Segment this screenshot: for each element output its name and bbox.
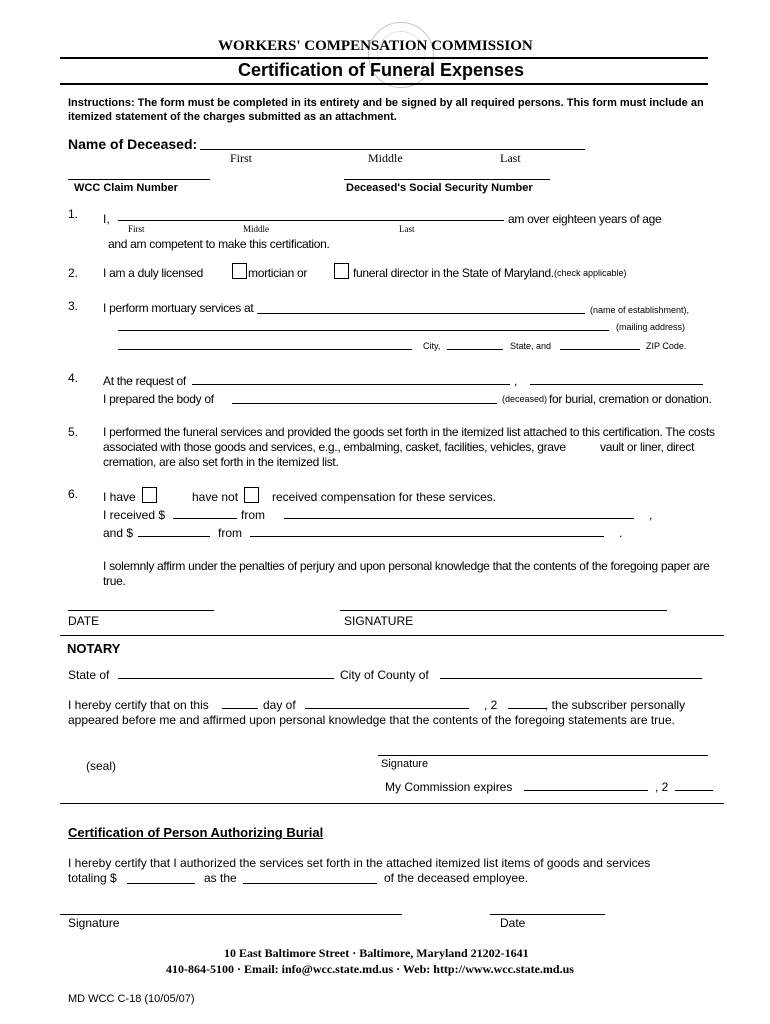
item-3-number: 3. — [68, 299, 79, 313]
notary-year-field[interactable] — [508, 708, 546, 709]
header-rule-top — [60, 57, 708, 59]
deceased-body-field[interactable] — [232, 403, 497, 404]
authorizer-date-field[interactable] — [490, 914, 605, 915]
notary-signature-label: Signature — [381, 758, 429, 770]
received-from-label: from — [241, 508, 265, 522]
deceased-ssn-label: Deceased's Social Security Number — [346, 182, 533, 194]
form-id: MD WCC C-18 (10/05/07) — [68, 993, 195, 1005]
notary-day-field[interactable] — [222, 708, 258, 709]
second-from-label: from — [218, 526, 242, 540]
burial-purpose-text: for burial, cremation or donation. — [549, 392, 712, 406]
item-5-line-3: cremation, are also set forth in the itemized list. — [103, 455, 339, 469]
received-compensation-label: received compensation for these services. — [272, 490, 497, 504]
certifier-middle-caption: Middle — [243, 224, 269, 234]
second-amount-field[interactable] — [138, 536, 210, 537]
second-from-field[interactable] — [250, 536, 604, 537]
mailing-address-field[interactable] — [118, 330, 609, 331]
day-of-label: day of — [263, 698, 296, 712]
affirmation-line-1: I solemnly affirm under the penalties of perjury and upon personal knowledge that the contents of the foregoing paper are — [103, 559, 710, 573]
duly-licensed-label: I am a duly licensed — [103, 266, 204, 280]
instructions-text: Instructions: The form must be completed in its entirety and be signed by all required persons. This form must include an itemized statement of the charges submitted as an attachment. — [68, 97, 704, 123]
deceased-ssn-field[interactable] — [344, 179, 550, 180]
mailing-address-caption: (mailing address) — [616, 322, 686, 332]
requester-relation-field[interactable] — [530, 384, 703, 385]
notary-city-county-field[interactable] — [440, 678, 702, 679]
mortuary-services-label: I perform mortuary services at — [103, 301, 254, 315]
zip-code-field[interactable] — [560, 349, 640, 350]
item-5-number: 5. — [68, 425, 79, 439]
city-caption: City, — [423, 341, 441, 351]
certifier-name-field[interactable] — [118, 220, 504, 221]
form-title: Certification of Funeral Expenses — [238, 60, 525, 80]
received-from-field[interactable] — [284, 518, 634, 519]
notary-rule-top — [60, 635, 724, 636]
notary-state-field[interactable] — [118, 678, 334, 679]
requester-name-field[interactable] — [192, 384, 510, 385]
item-6-number: 6. — [68, 487, 79, 501]
deceased-name-field[interactable] — [200, 149, 585, 150]
date-label: DATE — [68, 614, 100, 628]
state-of-label: State of — [68, 668, 110, 682]
state-caption: State, and — [510, 341, 552, 351]
item-5-line-1: I performed the funeral services and provided the goods set forth in the itemized list attached to this certification. The costs — [103, 425, 715, 439]
establishment-name-field[interactable] — [257, 313, 585, 314]
footer-contact: 410-864-5100 · Email: info@wcc.state.md.us · Web: http://www.wcc.state.md.us — [166, 962, 574, 976]
received-amount-field[interactable] — [173, 518, 237, 519]
establishment-caption: (name of establishment), — [590, 305, 690, 315]
certifier-last-caption: Last — [399, 224, 415, 234]
notary-heading: NOTARY — [67, 641, 121, 656]
affirmation-line-2: true. — [103, 574, 126, 588]
commission-expiry-field[interactable] — [524, 790, 648, 791]
funeral-director-checkbox[interactable] — [334, 263, 349, 279]
wcc-claim-number-field[interactable] — [68, 179, 210, 180]
prepared-body-label: I prepared the body of — [103, 392, 214, 406]
deceased-middle-caption: Middle — [368, 151, 403, 165]
commission-year-prefix: , 2 — [655, 780, 669, 794]
age-statement: am over eighteen years of age — [508, 212, 662, 226]
signature-label: SIGNATURE — [344, 614, 414, 628]
as-the-label: as the — [204, 871, 237, 885]
total-amount-field[interactable] — [127, 883, 195, 884]
mortician-checkbox[interactable] — [232, 263, 247, 279]
notary-signature-field[interactable] — [378, 755, 708, 756]
item-1-number: 1. — [68, 207, 79, 221]
wcc-claim-number-label: WCC Claim Number — [74, 182, 178, 194]
appeared-statement: appeared before me and affirmed upon personal knowledge that the contents of the foregoing statements are true. — [68, 713, 675, 727]
certifier-first-caption: First — [128, 224, 145, 234]
competent-statement: and am competent to make this certification. — [108, 237, 330, 251]
item-2-number: 2. — [68, 266, 79, 280]
authorizer-signature-label: Signature — [68, 916, 120, 930]
have-not-label: have not — [192, 490, 239, 504]
item-1-i-label: I, — [103, 212, 110, 226]
of-deceased-label: of the deceased employee. — [384, 871, 529, 885]
commission-year-field[interactable] — [675, 790, 713, 791]
have-checkbox[interactable] — [142, 487, 157, 503]
relationship-field[interactable] — [243, 883, 377, 884]
second-from-period: . — [619, 526, 623, 540]
item-5-line-2a: associated with those goods and services, e.g., embalming, casket, facilities, vehicles, grave — [103, 440, 566, 454]
item-5-line-2b: vault or liner, direct — [600, 440, 695, 454]
seal-label: (seal) — [86, 759, 117, 773]
deceased-caption: (deceased) — [502, 394, 548, 404]
city-field[interactable] — [118, 349, 412, 350]
funeral-director-label: funeral director in the State of Maryland. — [353, 266, 554, 280]
notary-rule-bottom — [60, 803, 724, 804]
item-4-number: 4. — [68, 371, 79, 385]
authorizer-signature-field[interactable] — [60, 914, 402, 915]
received-from-comma: , — [649, 508, 653, 522]
agency-name: WORKERS' COMPENSATION COMMISSION — [218, 38, 533, 54]
footer-address: 10 East Baltimore Street · Baltimore, Maryland 21202-1641 — [224, 946, 529, 960]
check-applicable-note: (check applicable) — [554, 268, 627, 278]
state-field[interactable] — [447, 349, 503, 350]
have-label: I have — [103, 490, 136, 504]
header-rule-bottom — [60, 83, 708, 85]
burial-authorization-heading: Certification of Person Authorizing Burial — [68, 825, 324, 840]
have-not-checkbox[interactable] — [244, 487, 259, 503]
received-amount-label: I received $ — [103, 508, 166, 522]
name-of-deceased-label: Name of Deceased: — [68, 136, 198, 152]
city-county-label: City of County of — [340, 668, 429, 682]
burial-authorization-line-1: I hereby certify that I authorized the services set forth in the attached itemized list items of goods and services — [68, 856, 651, 870]
commission-expires-label: My Commission expires — [385, 780, 513, 794]
notary-year-prefix: , 2 — [484, 698, 498, 712]
authorizer-date-label: Date — [500, 916, 526, 930]
subscriber-text: , the subscriber personally — [545, 698, 686, 712]
request-comma: , — [514, 374, 518, 388]
zip-code-caption: ZIP Code. — [646, 341, 687, 351]
deceased-first-caption: First — [230, 151, 253, 165]
request-of-label: At the request of — [103, 374, 186, 388]
signature-field[interactable] — [340, 610, 667, 611]
notary-month-field[interactable] — [305, 708, 469, 709]
notary-certify-label: I hereby certify that on this — [68, 698, 209, 712]
deceased-last-caption: Last — [500, 151, 521, 165]
totaling-label: totaling $ — [68, 871, 117, 885]
second-amount-label: and $ — [103, 526, 134, 540]
date-field[interactable] — [68, 610, 214, 611]
mortician-label: mortician or — [248, 266, 308, 280]
